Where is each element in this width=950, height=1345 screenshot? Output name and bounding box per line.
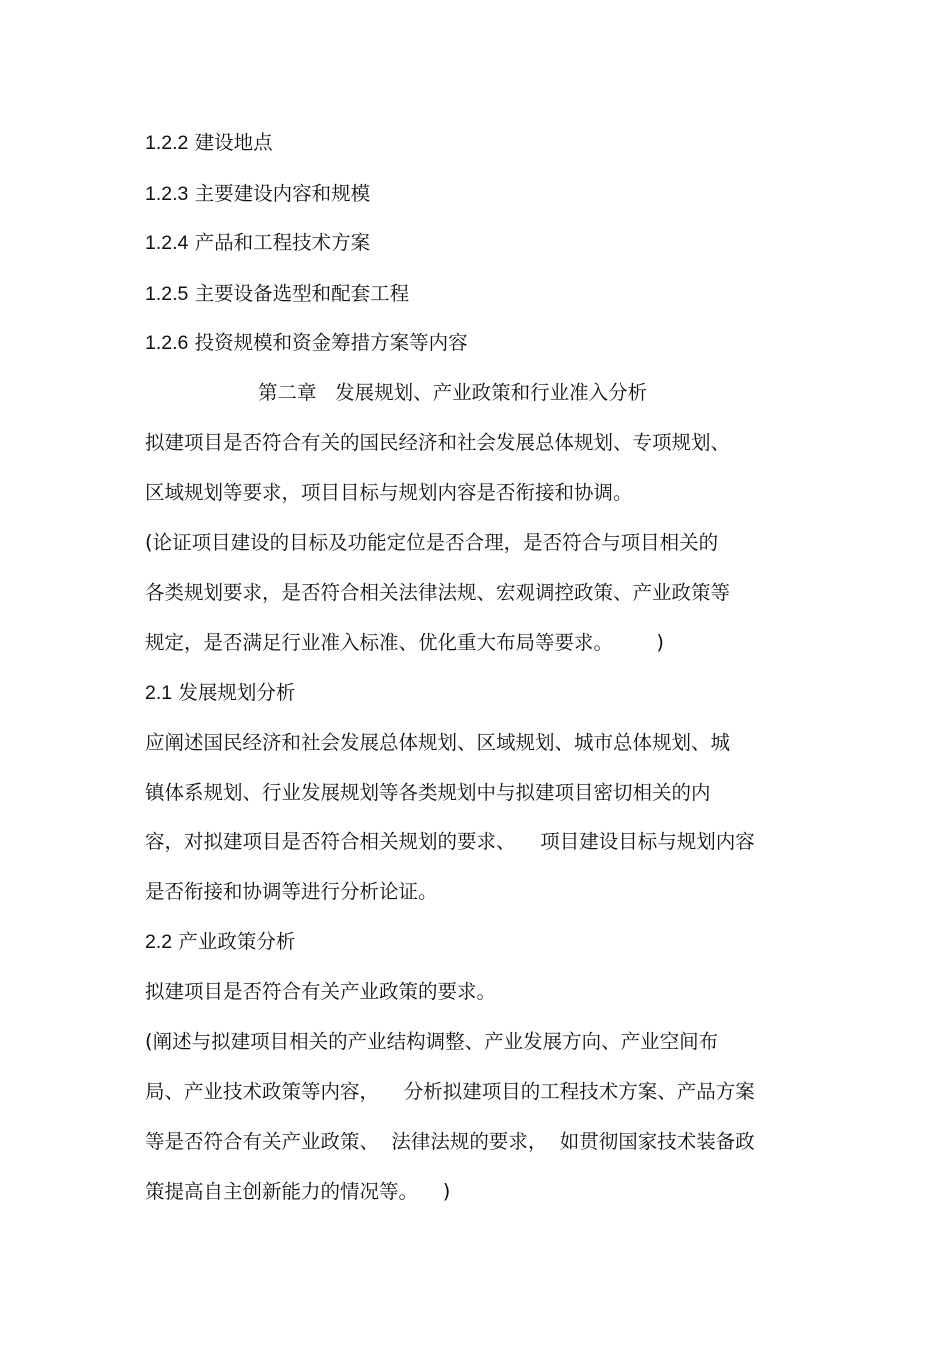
paragraph-line: 局、产业技术政策等内容， 分析拟建项目的工程技术方案、产品方案 — [145, 1080, 755, 1103]
section-title: 产业政策分析 — [178, 930, 296, 953]
section-title: 建设地点 — [194, 131, 273, 154]
section-2-1-heading — [145, 679, 295, 707]
section-1-2-6 — [145, 329, 468, 357]
section-number: 1.2.6 — [145, 332, 189, 354]
paragraph-line: 各类规划要求，是否符合相关法律法规、宏观调控政策、产业政策等 — [145, 581, 731, 604]
section-number: 2.1 — [145, 682, 173, 704]
paragraph-line: 规定，是否满足行业准入标准、优化重大布局等要求。 ) — [145, 631, 664, 654]
paragraph-line: (论证项目建设的目标及功能定位是否合理，是否符合与项目相关的 — [145, 531, 719, 554]
paragraph-line: (阐述与拟建项目相关的产业结构调整、产业发展方向、产业空间布 — [145, 1030, 719, 1053]
section-2-2-heading — [145, 928, 295, 956]
section-title: 主要建设内容和规模 — [194, 182, 371, 205]
section-number: 1.2.3 — [145, 183, 189, 205]
section-1-2-2 — [145, 129, 273, 157]
paragraph-line: 拟建项目是否符合有关的国民经济和社会发展总体规划、专项规划、 — [145, 431, 731, 454]
section-title: 投资规模和资金筹措方案等内容 — [194, 331, 468, 354]
section-1-2-4 — [145, 229, 370, 257]
paragraph-line: 容，对拟建项目是否符合相关规划的要求、 项目建设目标与规划内容 — [145, 830, 755, 853]
section-title: 产品和工程技术方案 — [194, 231, 371, 254]
paragraph-line: 拟建项目是否符合有关产业政策的要求。 — [145, 980, 497, 1003]
section-number: 1.2.2 — [145, 132, 189, 154]
paragraph-line: 区域规划等要求，项目目标与规划内容是否衔接和协调。 — [145, 481, 633, 504]
paragraph-line: 是否衔接和协调等进行分析论证。 — [145, 880, 438, 903]
chapter-title: 第二章 发展规划、产业政策和行业准入分析 — [258, 381, 648, 404]
paragraph-line: 策提高自主创新能力的情况等。 ) — [145, 1180, 451, 1203]
paragraph-line: 镇体系规划、行业发展规划等各类规划中与拟建项目密切相关的内 — [145, 781, 711, 804]
section-1-2-5 — [145, 280, 409, 308]
section-title: 主要设备选型和配套工程 — [194, 282, 410, 305]
section-number: 1.2.4 — [145, 232, 189, 254]
section-title: 发展规划分析 — [178, 681, 296, 704]
section-number: 1.2.5 — [145, 283, 189, 305]
paragraph-line: 应阐述国民经济和社会发展总体规划、区域规划、城市总体规划、城 — [145, 731, 731, 754]
paragraph-line: 等是否符合有关产业政策、 法律法规的要求， 如贯彻国家技术装备政 — [145, 1130, 755, 1153]
section-1-2-3 — [145, 180, 370, 208]
section-number: 2.2 — [145, 931, 173, 953]
